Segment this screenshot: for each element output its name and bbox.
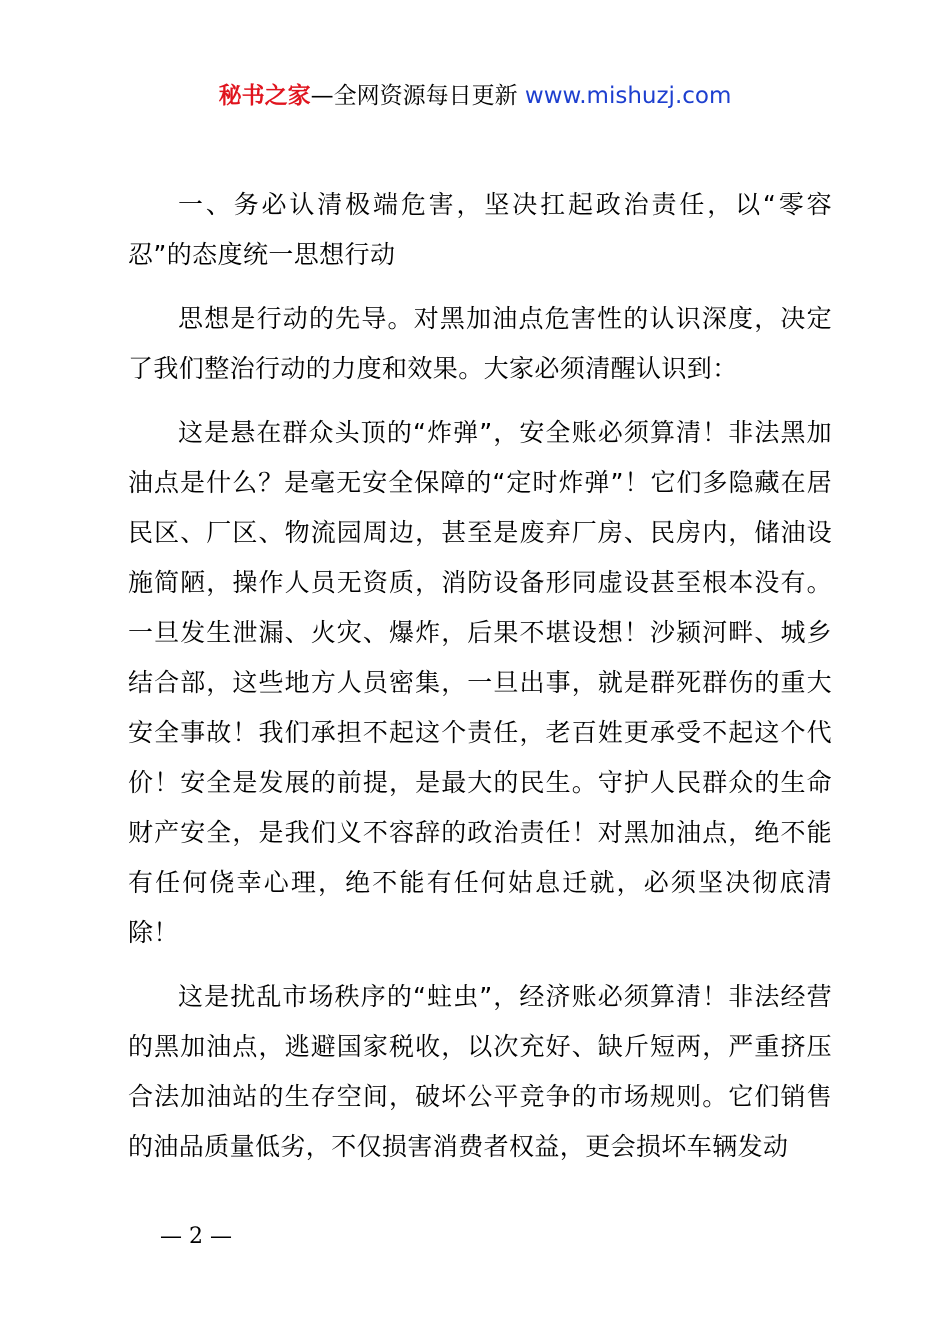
site-url[interactable]: www.mishuzj.com	[524, 83, 732, 109]
header-tagline: —全网资源每日更新	[310, 83, 525, 109]
paragraph: 思想是行动的先导。对黑加油点危害性的认识深度，决定了我们整治行动的力度和效果。大家必须清醒认识到：	[128, 304, 832, 383]
section-heading: 一、务必认清极端危害，坚决扛起政治责任，以“零容忍”的态度统一思想行动	[128, 190, 832, 269]
brand-name: 秘书之家	[218, 83, 311, 109]
document-body	[128, 180, 832, 1172]
paragraph: 这是悬在群众头顶的“炸弹”，安全账必须算清！非法黑加油点是什么？是毫无安全保障的“定时炸弹”！它们多隐藏在居民区、厂区、物流园周边，甚至是废弃厂房、民房内，储油设施简陋，操作人员无资质，消防设备形同虚设甚至根本没有。一旦发生泄漏、火灾、爆炸，后果不堪设想！沙颍河畔、城乡结合部，这些地方人员密集，一旦出事，就是群死群伤的重大安全事故！我们承担不起这个责任，老百姓更承受不起这个代价！安全是发展的前提，是最大的民生。守护人民群众的生命财产安全，是我们义不容辞的政治责任！对黑加油点，绝不能有任何侥幸心理，绝不能有任何姑息迁就，必须坚决彻底清除！	[128, 418, 832, 947]
site-header	[0, 80, 950, 112]
paragraph: 这是扰乱市场秩序的“蛀虫”，经济账必须算清！非法经营的黑加油点，逃避国家税收，以次充好、缺斤短两，严重挤压合法加油站的生存空间，破坏公平竞争的市场规则。它们销售的油品质量低劣，不仅损害消费者权益，更会损坏车辆发动	[128, 982, 832, 1161]
page-number: — 2 —	[160, 1224, 232, 1249]
